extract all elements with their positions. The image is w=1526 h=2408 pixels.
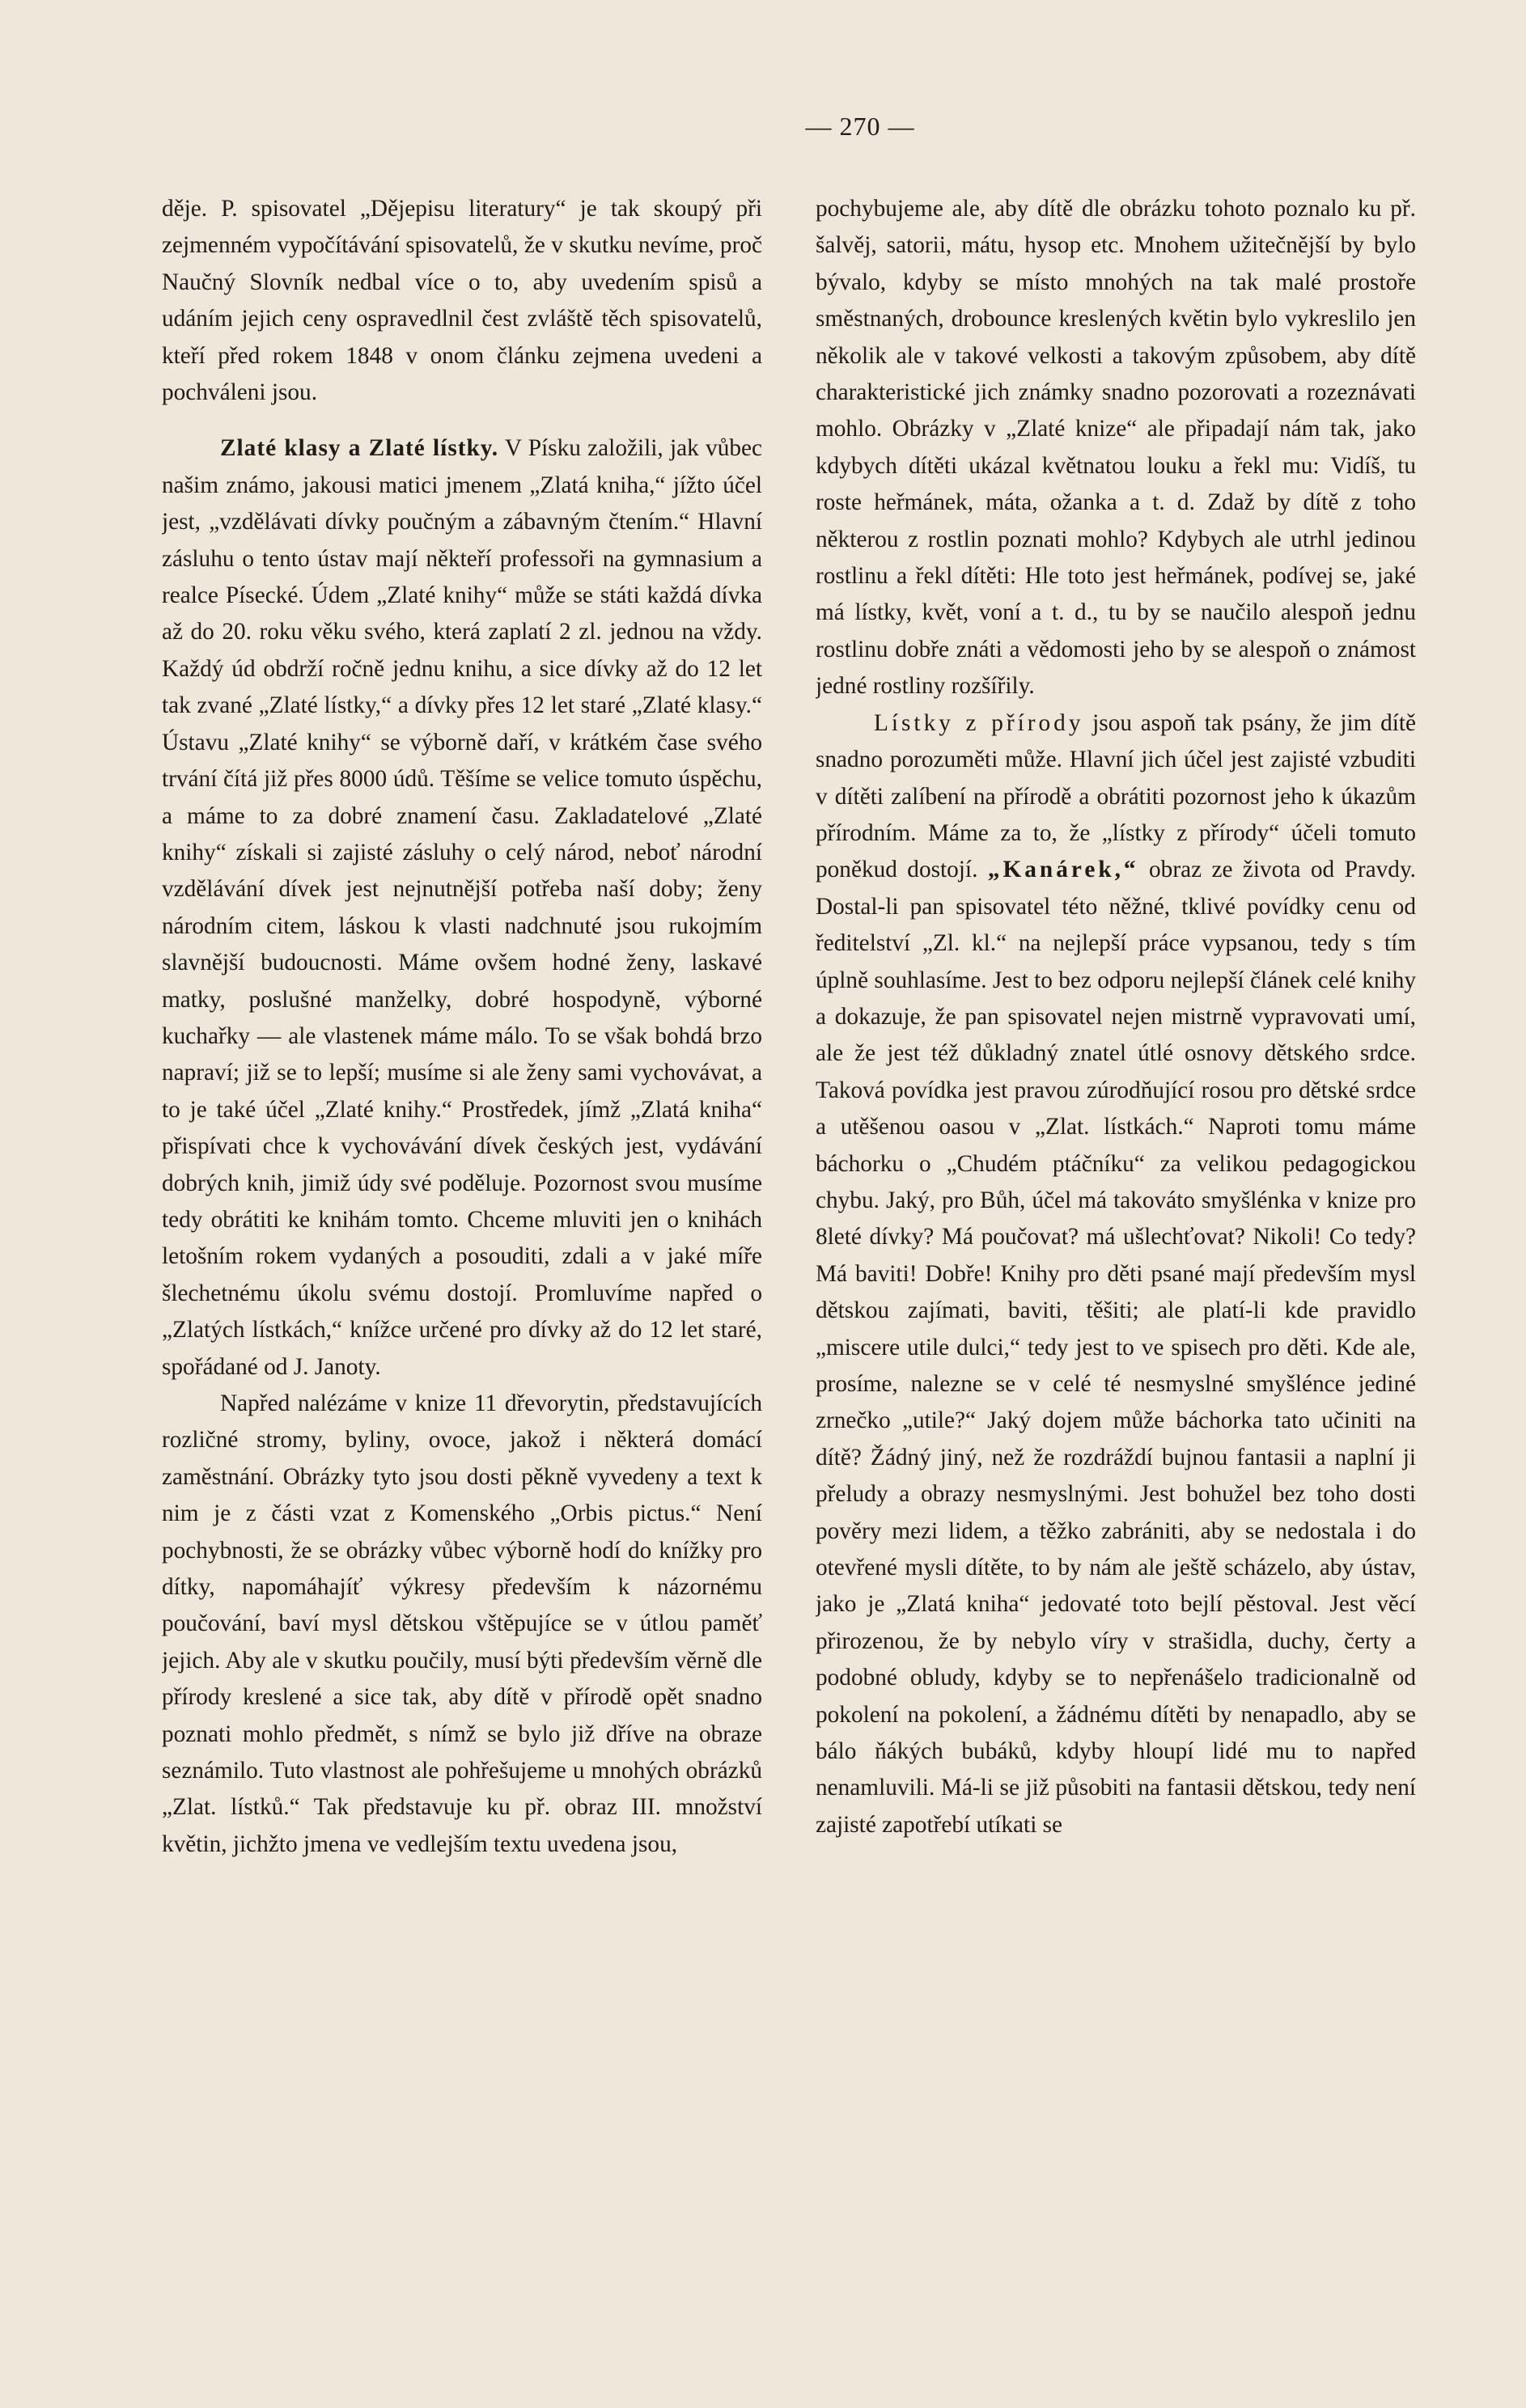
section-paragraph-zlate-klasy [162,430,762,1386]
paragraph: pochybujeme ale, aby dítě dle obrázku tohoto poznalo ku př. šalvěj, satorii, mátu, hysop etc. Mnohem užitečnější by bylo bývalo, kdyby se místo mnohých na tak malé prostoře směstnaných, drobounce kreslených květin bylo vykreslilo jen několik ale v takové velkosti a takovým způsobem, aby dítě charakteristické jich známky snadno pozorovati a rozeznávati mohlo. Obrázky v „Zlaté knize“ ale připadají nám tak, jako kdybych dítěti ukázal květnatou louku a řekl mu: Vidíš, tu roste heřmánek, máta, ožanka a t. d. Zdaž by dítě z toho některou z rostlin poznati mohlo? Kdybych ale utrhl jedinou rostlinu a řekl dítěti: Hle toto jest heřmánek, podívej se, jaké má lístky, květ, voní a t. d., tu by se naučilo alespoň jednu rostlinu dobře znáti a vědomosti jeho by se alespoň o známost jedné rostliny rozšířily. [816,196,1416,700]
paragraph: Napřed nalézáme v knize 11 dřevorytin, představujících rozličné stromy, byliny, ovoce, jakož i některá domácí zaměstnání. Obrázky tyto jsou dosti pěkně vyvedeny a text k nim je z části vzat z Komenského „Orbis pictus.“ Není pochybnosti, že se obrázky vůbec výborně hodí do knížky pro dítky, napomáhajíť výkresy především k názornému poučování, baví mysl dětskou vštěpujíce se v útlou paměť jejich. Aby ale v skutku poučily, musí býti především věrně dle přírody kreslené a sice tak, aby dítě v přírodě opět snadno poznati mohlo předmět, s nímž se bylo již dříve na obraze seznámilo. Tuto vlastnost ale pohřešujeme u mnohých obrázků „Zlat. lístků.“ Tak představuje ku př. obraz III. množství květin, jichžto jmena ve vedlejším textu uvedena jsou, [162,1390,762,1857]
page-number-text: — 270 — [805,112,915,141]
page-number [0,112,1526,142]
section-heading: Zlaté klasy a Zlaté lístky. [220,435,499,462]
left-column [162,191,762,2351]
kanarek-title: „Kanárek,“ [987,857,1139,883]
paragraph-text: V Písku založili, jak vůbec našim známo, jakousi matici jmenem „Zlatá kniha,“ jížto účel jest, „vzdělávati dívky poučným a zábavným čtením.“ Hlavní zásluhu o tento ústav mají někteří professoři na gymnasium a realce Písecké. Údem „Zlaté knihy“ může se státi každá dívka až do 20. roku věku svého, která zaplatí 2 zl. jednou na vždy. Každý úd obdrží ročně jednu knihu, a sice dívky až do 12 let tak zvané „Zlaté lístky,“ a dívky přes 12 let staré „Zlaté klasy.“ Ústavu „Zlaté knihy“ se výborně daří, v krátkém čase svého trvání čítá již přes 8000 údů. Těšíme se velice tomuto úspěchu, a máme to za dobré znamení času. Zakladatelové „Zlaté knihy“ získali si zajisté zásluhy o celý národ, neboť národní vzdělávání dívek jest nejnutnější potřeba naší doby; ženy národním citem, láskou k vlasti nadchnuté jsou rukojmím slavnější budoucnosti. Máme ovšem hodné ženy, laskavé matky, poslušné manželky, dobré hospodyně, výborné kuchařky — ale vlastenek máme málo. To se však bohdá brzo napraví; již se to lepší; musíme si ale ženy sami vychovávat, a to je také účel „Zlaté knihy.“ Prostředek, jímž „Zlatá kniha“ přispívati chce k vychovávání dívek českých jest, vydávání dobrých knih, jimiž údy své poděluje. Pozornost svou musíme tedy obrátiti ke knihám tomto. Chceme mluviti jen o knihách letošním rokem vydaných a posouditi, zdali a v jaké míře šlechetnému úkolu svému dostojí. Promluvíme napřed o „Zlatých lístkách,“ knížce určené pro dívky až do 12 let staré, spořádané od J. Janoty. [162,435,762,1380]
paragraph-text: jsou aspoň tak psány, že jim dítě snadno porozuměti může. Hlavní jich účel jest zajisté vzbuditi v dítěti zalíbení na přírodě a obrátiti pozornost jeho k úkazům přírodním. Máme za to, že „lístky z přírody“ účeli tomuto poněkud dostojí. [816,709,1416,883]
section-paragraph-listky [816,705,1416,1844]
paragraph-text: obraz ze života od Pravdy. Dostal-li pan spisovatel této něžné, tklivé povídky cenu od ředitelství „Zl. kl.“ na nejlepší práce vypsanou, tedy s tím úplně souhlasíme. Jest to bez odporu nejlepší článek celé knihy a dokazuje, že pan spisovatel nejen mistrně vypravovati umí, ale že jest též důkladný znatel útlé osnovy dětského srdce. Taková povídka jest pravou zúrodňující rosou pro dětské srdce a utěšenou oasou v „Zlat. lístkách.“ Naproti tomu máme báchorku o „Chudém ptáčníku“ za velikou pedagogickou chybu. Jaký, pro Bůh, účel má takováto smyšlénka v knize pro 8leté dívky? Má poučovat? má ušlechťovat? Nikoli! Co tedy? Má baviti! Dobře! Knihy pro děti psané mají především mysl dětskou zajímati, baviti, těšiti; ale platí-li kde pravidlo „miscere utile dulci,“ tedy jest to ve spisech pro děti. Kde ale, prosíme, nalezne se v celé té nesmyslné smyšlénce jediné zrnečko „utile?“ Jaký dojem může báchorka tato učiniti na dítě? Žádný jiný, než že rozdráždí bujnou fantasii a naplní ji přeludy a obrazy nesmyslnými. Jest bohužel bez toho dosti pověry mezi lidem, a těžko zabrániti, aby se nedostala i do otevřené mysli dítěte, to by nám ale ještě scházelo, aby ústav, jako je „Zlatá kniha“ jedovaté toto bejlí pěstoval. Jest věcí přirozenou, že by nebylo víry v strašidla, duchy, čerty a podobné obludy, kdyby se to nepřenášelo tradicionalně od pokolení na pokolení, a žádnému dítěti by nenapadlo, aby se bálo ňákých bubáků, kdyby hloupí lidé mu to napřed nenamluvili. Má-li se již působiti na fantasii dětskou, tedy není zajisté zapotřebí utíkati se [816,857,1416,1838]
paragraph: děje. P. spisovatel „Dějepisu literatury“ je tak skoupý při zejmenném vypočítávání spisovatelů, že v skutku nevíme, proč Naučný Slovník nedbal více o to, aby uvedením spisů a udáním jejich ceny ospravedlnil čest zvláště těch spisovatelů, kteří před rokem 1848 v onom článku zejmena uvedeni a pochváleni jsou. [162,196,762,406]
spaced-lead: Lístky z přírody [874,709,1084,736]
right-column [816,191,1416,2351]
